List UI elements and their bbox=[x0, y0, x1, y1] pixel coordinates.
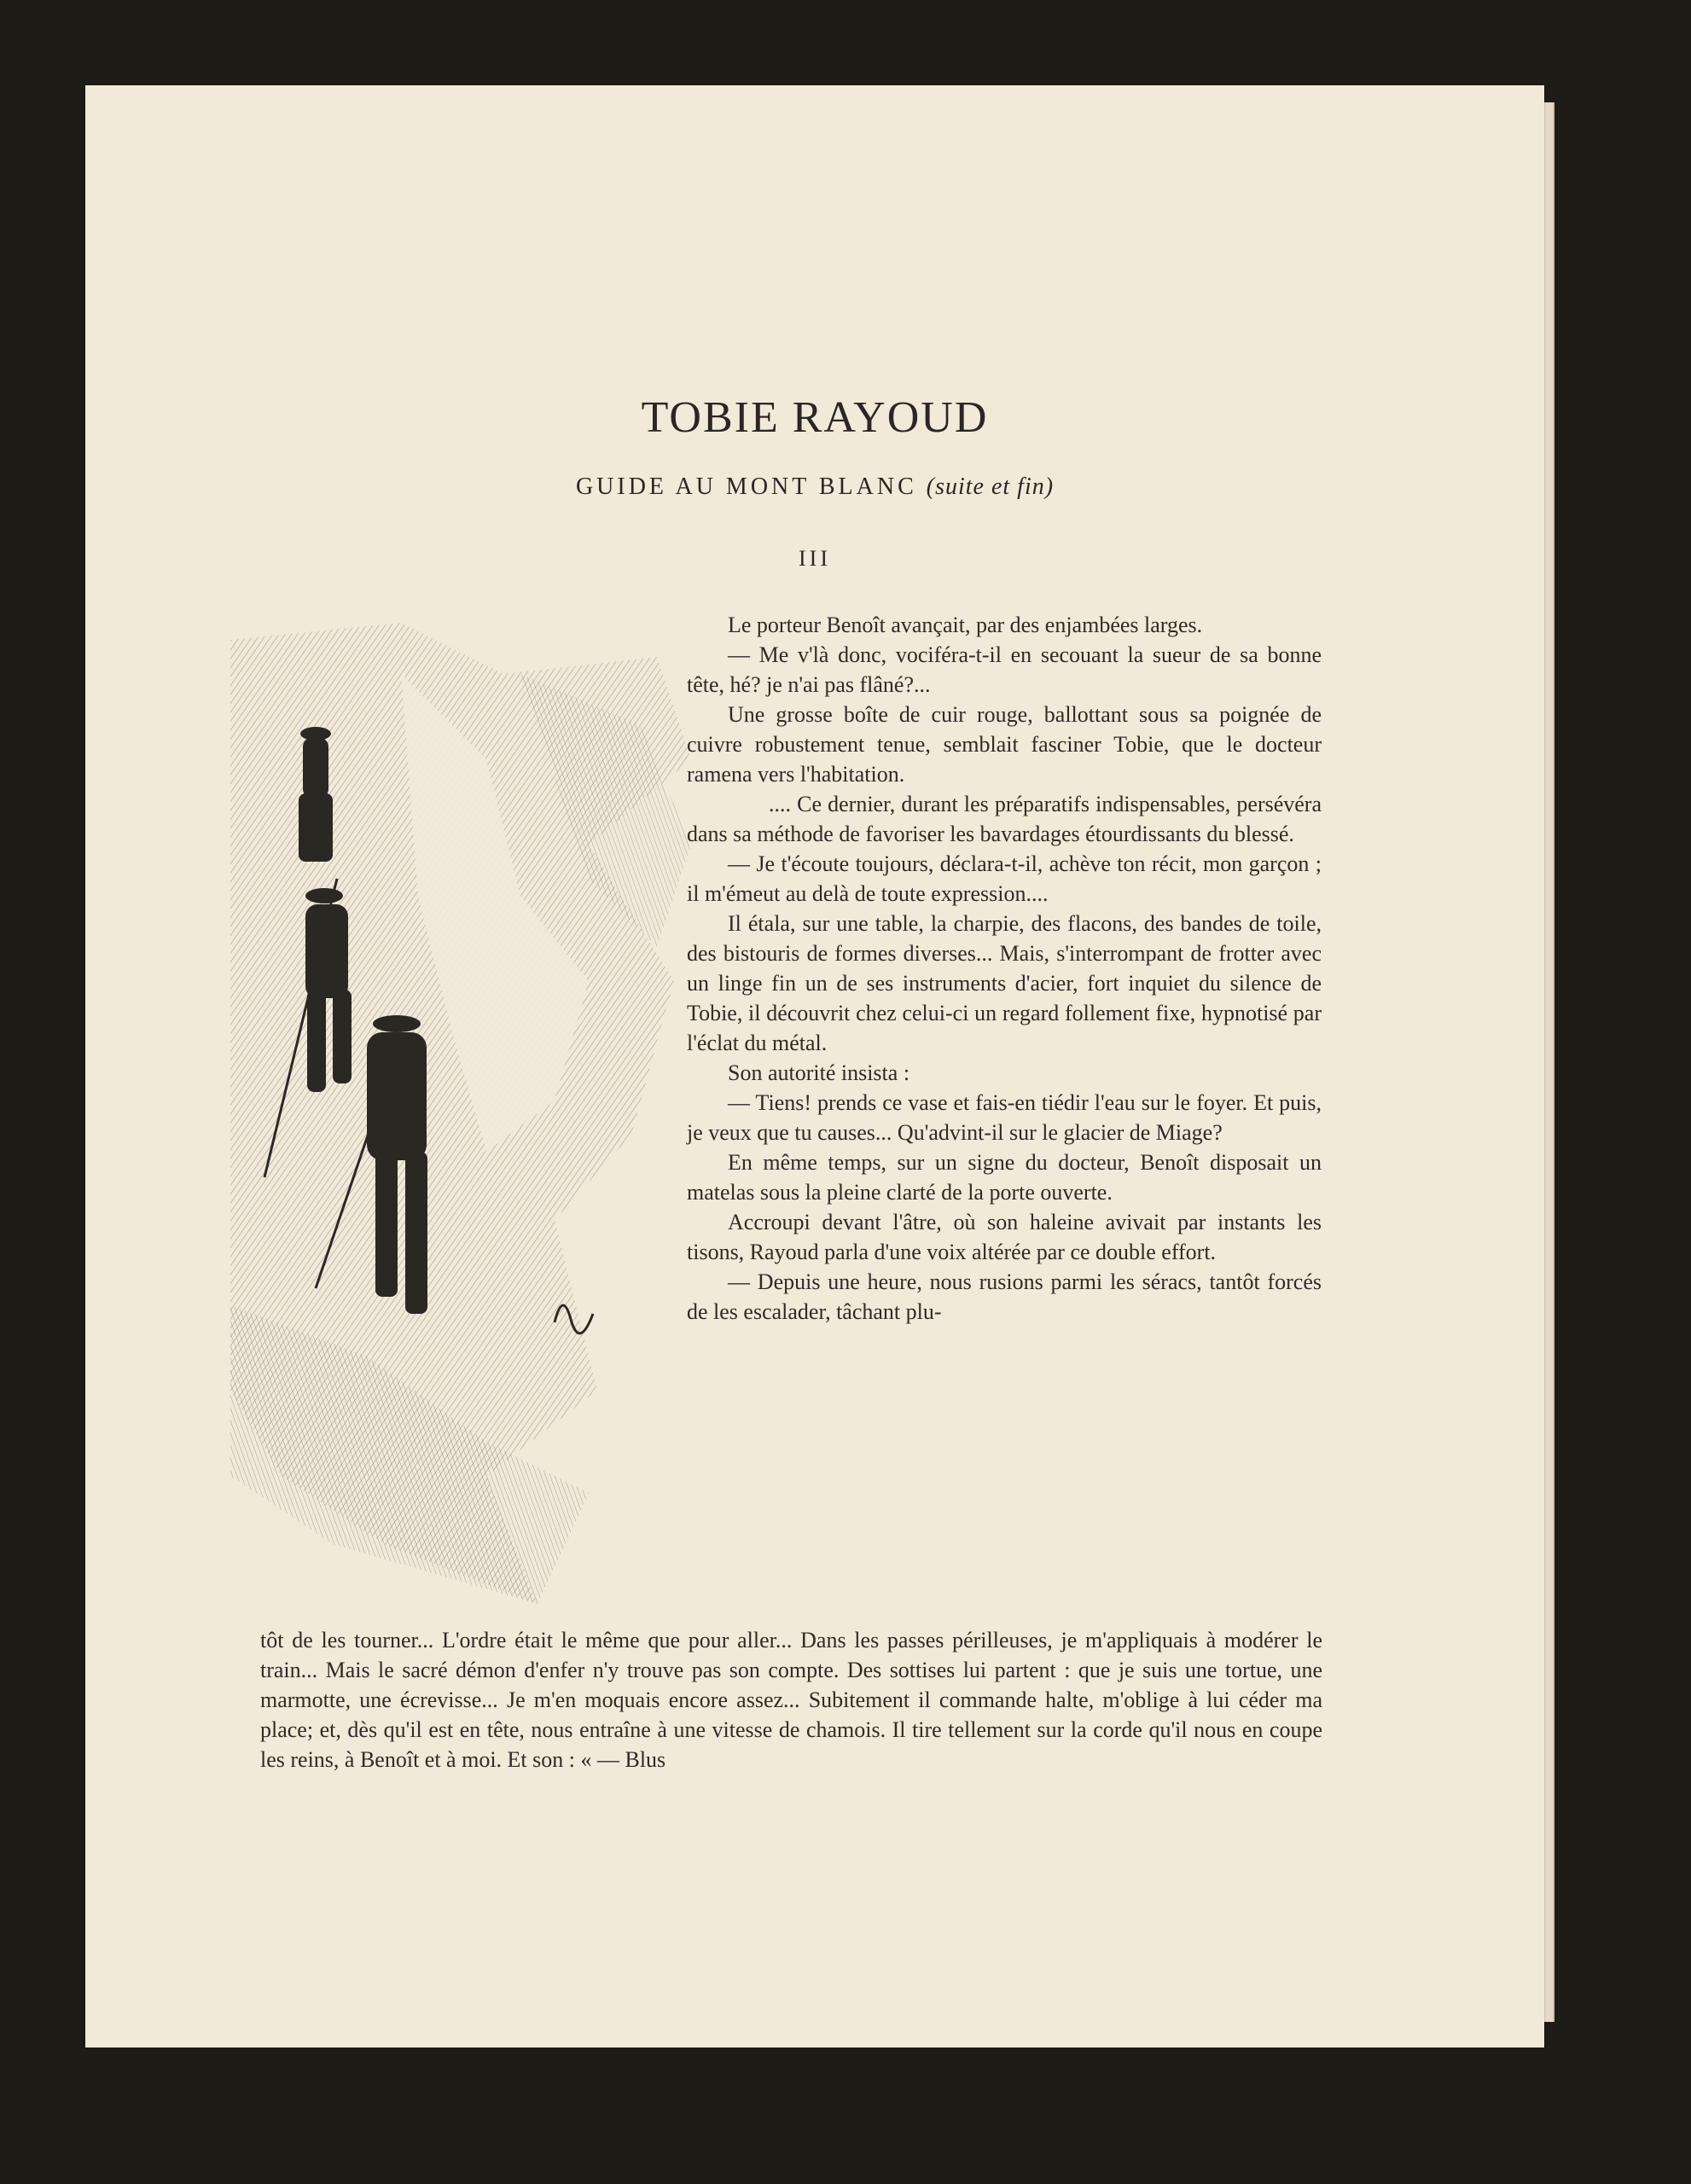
paragraph: — Me v'là donc, vociféra-t-il en secouant la sueur de sa bonne tête, hé? je n'ai pas flâné?... bbox=[687, 642, 1322, 697]
paragraph: — Tiens! prends ce vase et fais-en tiédir l'eau sur le foyer. Et puis, je veux que tu causes... Qu'advint-il sur le glacier de Miage? bbox=[687, 1090, 1322, 1145]
climbers-engraving bbox=[230, 623, 708, 1629]
paragraph: — Depuis une heure, nous rusions parmi les séracs, tantôt forcés de les escalader, tâchant plu- bbox=[687, 1269, 1322, 1324]
full-width-text bbox=[260, 1625, 1322, 1774]
paragraph: Son autorité insista : bbox=[728, 1060, 910, 1085]
paragraph: Accroupi devant l'âtre, où son haleine avivait par instants les tisons, Rayoud parla d'une voix altérée par ce double effort. bbox=[687, 1210, 1322, 1264]
paragraph: Il étala, sur une table, la charpie, des flacons, des bandes de toile, des bistouris de formes diverses... Mais, s'interrompant de frotter avec un linge fin un de ses instruments d'acier, fort inquiet du silence de Tobie, il découvrit chez celui-ci un regard follement fixe, hypnotisé par l'éclat du métal. bbox=[687, 911, 1322, 1055]
paragraph: .... Ce dernier, durant les préparatifs indispensables, persévéra dans sa méthode de favoriser les bavardages étourdissants du blessé. bbox=[687, 792, 1322, 846]
subtitle-italic: (suite et fin) bbox=[926, 473, 1055, 500]
page-title: TOBIE RAYOUD bbox=[641, 393, 989, 442]
paragraph: Une grosse boîte de cuir rouge, ballottant sous sa poignée de cuivre robustement tenue, semblait fasciner Tobie, que le docteur ramena vers l'habitation. bbox=[687, 702, 1322, 787]
subtitle-main: GUIDE AU MONT BLANC bbox=[575, 473, 917, 500]
document-page bbox=[85, 85, 1544, 2048]
page-subtitle bbox=[85, 473, 1544, 501]
section-number: III bbox=[799, 546, 831, 571]
paragraph: — Je t'écoute toujours, déclara-t-il, achève ton récit, mon garçon ; il m'émeut au delà de toute expression.... bbox=[687, 851, 1322, 906]
paragraph-continuation: tôt de les tourner... L'ordre était le même que pour aller... Dans les passes périlleuses, je m'appliquais à modérer le train... Mais le sacré démon d'enfer n'y trouve pas son compte. Des sottises lui partent : que je suis une tortue, une marmotte, une écrevisse... Je m'en moquais encore assez... Subitement il commande halte, m'oblige à lui céder ma place; et, dès qu'il est en tête, nous entraîne à une vitesse de chamois. Il tire tellement sur la corde qu'il nous en coupe les reins, à Benoît et à moi. Et son : « — Blus bbox=[260, 1628, 1322, 1772]
text-column bbox=[687, 610, 1322, 1327]
paragraph: En même temps, sur un signe du docteur, Benoît disposait un matelas sous la pleine clarté de la porte ouverte. bbox=[687, 1150, 1322, 1205]
paragraph: Le porteur Benoît avançait, par des enjambées larges. bbox=[728, 613, 1203, 637]
